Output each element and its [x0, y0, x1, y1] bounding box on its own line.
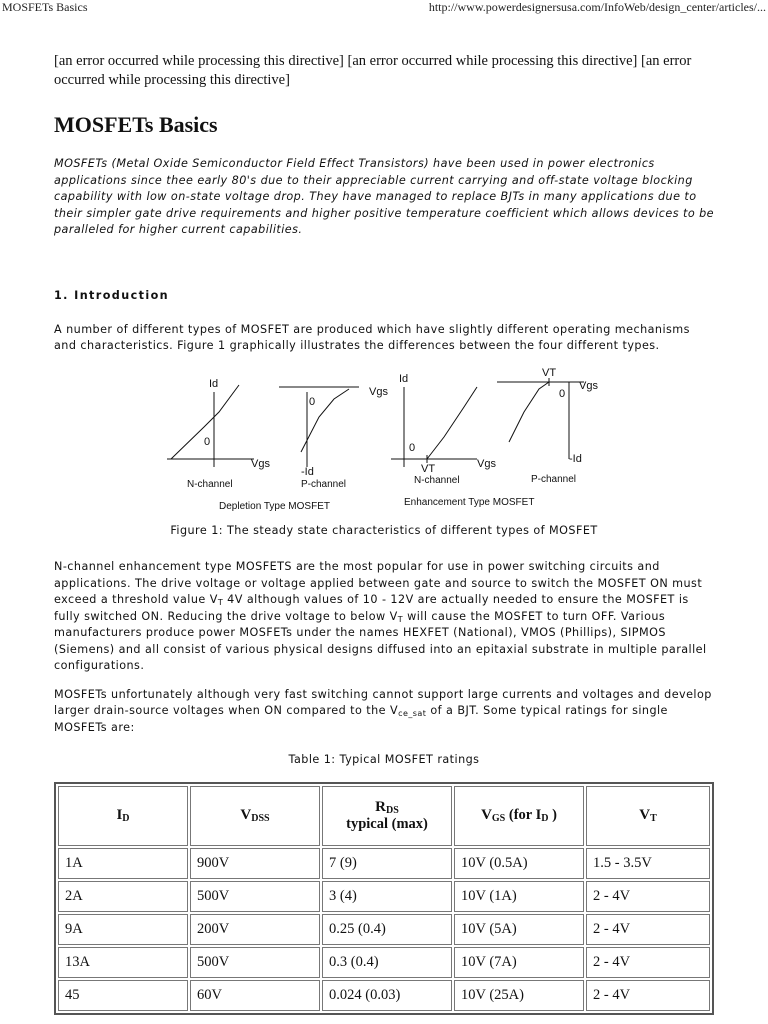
figure-1 [54, 367, 714, 540]
para3-text-b: of a BJT. Some typical ratings for single MOSFETs are: [54, 704, 668, 734]
table-row [58, 848, 710, 879]
table-row [58, 980, 710, 1011]
cell-vt: 2 - 4V [586, 980, 710, 1011]
para2-text-b: 4V although values of 10 - 12V are actually needed to ensure the MOSFET is fully switched ON. Reducing the drive voltage to below V [54, 593, 689, 623]
para2-text-c: will cause the MOSFET to turn OFF. Various manufacturers produce power MOSFETs under the names HEXFET (National), VMOS (Phillips), SIPMOS (Siemens) and all consist of various physical designs diffused into an epitaxial substrate in multiple parallel configurations. [54, 609, 707, 672]
para2-sub-t1: T [217, 598, 224, 607]
para3-text-a: MOSFETs unfortunately although very fast switching cannot support large currents and voltages and develop larger drain-source voltages when ON compared to the V [54, 687, 712, 717]
cell-id: 13A [58, 947, 188, 978]
table-row [58, 881, 710, 912]
para3-sub-vce: ce_sat [398, 709, 427, 718]
p-dep-zero-label: 0 [309, 395, 316, 408]
article [54, 52, 714, 1015]
cell-vdss: 200V [190, 914, 320, 945]
cell-rds: 0.25 (0.4) [322, 914, 452, 945]
cell-rds: 3 (4) [322, 881, 452, 912]
n-dep-channel-label: N-channel [187, 478, 233, 490]
para2-sub-t2: T [397, 614, 404, 624]
cell-id: 2A [58, 881, 188, 912]
n-dep-id-label: Id [209, 377, 219, 390]
n-dep-zero-label: 0 [204, 435, 211, 448]
mosfet-characteristics-diagram [159, 367, 604, 517]
header-url: http://www.powerdesignersusa.com/InfoWeb/design_center/articles/... [428, 0, 766, 14]
n-enh-channel-label: N-channel [414, 474, 460, 486]
depletion-p-channel-graph [279, 387, 359, 467]
p-enh-vgs-label: Vgs [579, 379, 598, 392]
cell-vdss: 900V [190, 848, 320, 879]
cell-vgs: 10V (7A) [454, 947, 584, 978]
cell-id: 45 [58, 980, 188, 1011]
p-enh-curve [509, 382, 549, 442]
col-header-vgs: $V_{GS}$ (for $I_D$ ) [454, 786, 584, 846]
n-enh-zero-label: 0 [409, 441, 416, 454]
cell-vgs: 10V (25A) [454, 980, 584, 1011]
ratings-table [54, 782, 714, 1015]
p-dep-vgs-label: Vgs [369, 385, 388, 398]
cell-vgs: 10V (5A) [454, 914, 584, 945]
depletion-n-channel-graph [167, 385, 254, 467]
col-header-id: $I_D$ [58, 786, 188, 846]
enhancement-label: Enhancement Type MOSFET [404, 496, 535, 508]
enhancement-paragraph [54, 559, 714, 675]
para2-text-a: N-channel enhancement type MOSFETS are the most popular for use in power switching circuits and applications. The drive voltage or voltage applied between gate and source to switch the MOSFET ON must exceed a threshold value V [54, 560, 703, 606]
header-title: MOSFETs Basics [2, 0, 88, 14]
cell-vt: 2 - 4V [586, 914, 710, 945]
p-enh-channel-label: P-channel [531, 473, 577, 485]
table-row [58, 914, 710, 945]
enhancement-p-channel-graph [497, 378, 584, 459]
n-enh-vgs-label: Vgs [477, 457, 496, 470]
cell-rds: 0.024 (0.03) [322, 980, 452, 1011]
n-enh-curve [427, 387, 477, 459]
cell-vdss: 60V [190, 980, 320, 1011]
print-header [0, 0, 768, 16]
table-caption: Table 1: Typical MOSFET ratings [288, 753, 480, 766]
depletion-label: Depletion Type MOSFET [219, 500, 330, 512]
page-title: MOSFETs Basics [54, 112, 218, 137]
intro-body-paragraph: A number of different types of MOSFET are produced which have slightly different operating mechanisms and characteristics. Figure 1 graphically illustrates the differences between the four different types. [54, 322, 690, 352]
cell-vdss: 500V [190, 881, 320, 912]
enhancement-n-channel-graph [391, 387, 477, 467]
p-enh-zero-label: 0 [559, 387, 566, 400]
n-enh-vt-label: VT [421, 462, 436, 475]
figure-caption: Figure 1: The steady state characteristics of different types of MOSFET [170, 523, 598, 537]
col-header-vdss: $V_{DSS}$ [190, 786, 320, 846]
cell-vgs: 10V (1A) [454, 881, 584, 912]
table-header-row [58, 786, 710, 846]
directive-errors: [an error occurred while processing this directive] [an error occurred while processing this directive] [an error occurred while processing this directive] [54, 53, 692, 88]
cell-vt: 2 - 4V [586, 947, 710, 978]
col-header-rds: $R_{DS}$ typical (max) [322, 786, 452, 846]
p-dep-channel-label: P-channel [301, 478, 347, 490]
p-enh-neg-id-label: -Id [569, 452, 582, 465]
col-header-vt: $V_T$ [586, 786, 710, 846]
cell-id: 1A [58, 848, 188, 879]
p-enh-vt-label: VT [542, 366, 557, 379]
table-row [58, 947, 710, 978]
cell-vdss: 500V [190, 947, 320, 978]
cell-vt: 2 - 4V [586, 881, 710, 912]
cell-id: 9A [58, 914, 188, 945]
n-enh-id-label: Id [399, 372, 409, 385]
cell-rds: 7 (9) [322, 848, 452, 879]
ratings-paragraph [54, 687, 714, 737]
cell-vt: 1.5 - 3.5V [586, 848, 710, 879]
cell-vgs: 10V (0.5A) [454, 848, 584, 879]
intro-paragraph: MOSFETs (Metal Oxide Semiconductor Field Effect Transistors) have been used in power electronics applications since thee early 80's due to their appreciable current carrying and off-state voltage blocking capability with low on-state voltage drop. They have managed to replace BJTs in many applications due to their simpler gate drive requirements and higher positive temperature coefficient which allows devices to be paralleled for higher current capabilities. [54, 157, 715, 236]
p-dep-neg-id-label: -Id [301, 465, 314, 478]
cell-rds: 0.3 (0.4) [322, 947, 452, 978]
n-dep-vgs-label: Vgs [251, 457, 270, 470]
section-heading: 1. Introduction [54, 288, 170, 302]
